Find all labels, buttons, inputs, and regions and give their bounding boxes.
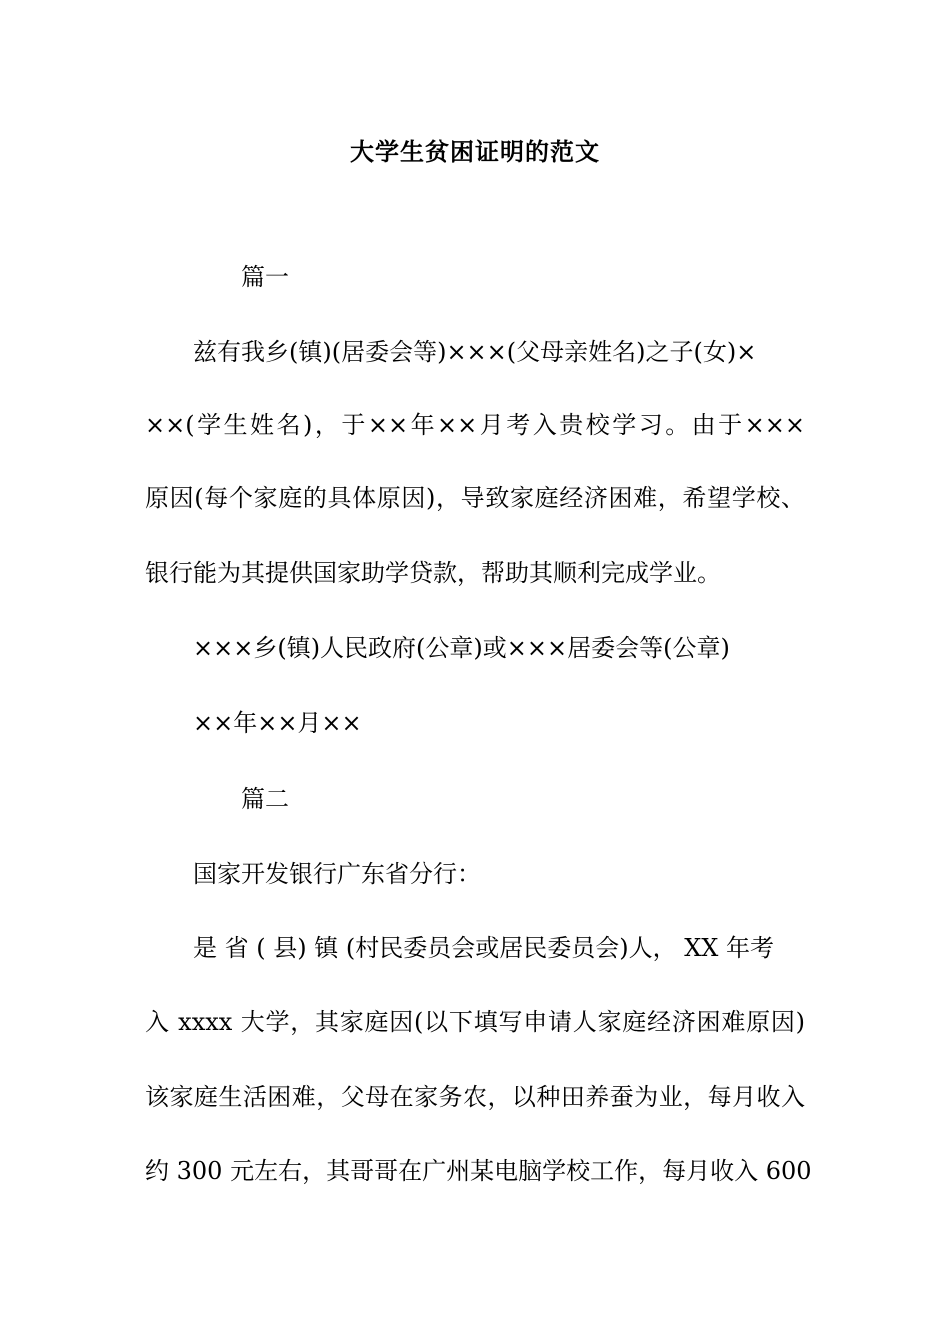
paragraph-line: 入 xxxx 大学，其家庭因(以下填写申请人家庭经济困难原因) <box>145 1008 805 1036</box>
document-title: 大学生贫困证明的范文 <box>350 137 600 166</box>
paragraph-line: 该家庭生活困难，父母在家务农，以种田养蚕为业，每月收入 <box>145 1083 805 1111</box>
paragraph-line: ××(学生姓名)，于××年××月考入贵校学习。由于××× <box>145 411 805 439</box>
section-label-1: 篇一 <box>241 263 289 291</box>
paragraph-line: 约 300 元左右，其哥哥在广州某电脑学校工作，每月收入 600 <box>145 1157 812 1185</box>
paragraph-line: 兹有我乡(镇)(居委会等)×××(父母亲姓名)之子(女)× <box>193 338 757 366</box>
paragraph-line: 原因(每个家庭的具体原因)，导致家庭经济困难，希望学校、 <box>145 484 805 512</box>
paragraph-line: 银行能为其提供国家助学贷款，帮助其顺利完成学业。 <box>145 559 721 587</box>
signature-line: ×××乡(镇)人民政府(公章)或×××居委会等(公章) <box>193 634 730 662</box>
section-label-2: 篇二 <box>241 785 289 813</box>
paragraph-line: 是 省 ( 县) 镇 (村民委员会或居民委员会)人， XX 年考 <box>193 934 775 962</box>
salutation-line: 国家开发银行广东省分行： <box>193 860 481 888</box>
date-line: ××年××月×× <box>193 709 362 737</box>
